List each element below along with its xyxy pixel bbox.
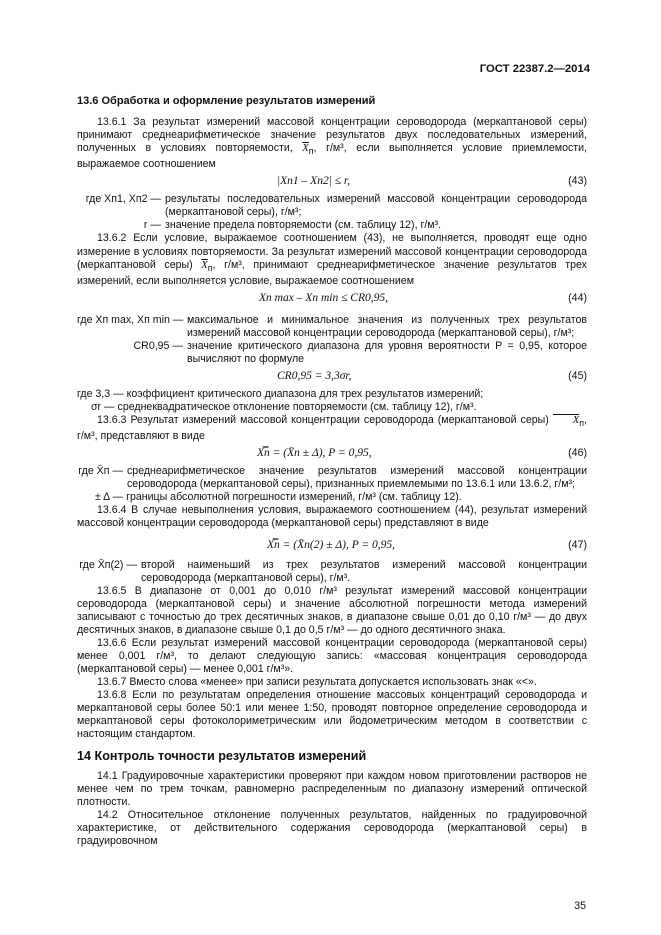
definition-46-2: ± Δ — границы абсолютной погрешности измерений, г/м³ (см. таблицу 12). bbox=[95, 491, 462, 504]
paragraph-13-6-7: 13.6.7 Вместо слова «менее» при записи результата допускается использовать знак «<». bbox=[97, 675, 537, 688]
paragraph-13-6-6: 13.6.6 Если результат измерений массовой концентрации сероводорода (меркаптановой серы) менее 0,001 г/м³, то делают следующую запись: «массовая концентрация сероводорода (меркаптановой серы) — менее 0,001 г/м³». bbox=[77, 636, 587, 675]
definition-44-1-term: где Xп max, Xп min — bbox=[77, 313, 184, 326]
definition-44-2-term: CR0,95 — bbox=[133, 339, 183, 352]
paragraph-13-6-2 bbox=[77, 232, 587, 287]
page-number: 35 bbox=[574, 900, 586, 912]
symbol-x-mean-sub: п bbox=[207, 262, 213, 273]
definition-47-text: второй наименьший из трех результатов измерений массовой концентрации сероводорода (меркаптановой серы), г/м³. bbox=[141, 558, 587, 584]
paragraph-13-6-4: 13.6.4 В случае невыполнения условия, выражаемого соотношением (44), результат измерений массовой концентрации сероводорода (меркаптановой серы) представляют в виде bbox=[77, 504, 587, 530]
definition-44-2 bbox=[77, 340, 587, 366]
paragraph-13-6-5: 13.6.5 В диапазоне от 0,001 до 0,010 г/м³ результат измерений массовой концентрации сероводорода (меркаптановой серы) и значение абсолютной погрешности метода измерений записывают с точностью до трех десятичных знаков, в диапазоне свыше 0,01 до 0,10 г/м³ — до двух десятичных знаков, в диапазоне свыше 0,1 до 0,5 г/м³ — до одного десятичного знака. bbox=[77, 584, 587, 636]
definition-44-2-text: значение критического диапазона для уровня вероятности P = 0,95, которое вычисляют по формуле bbox=[187, 339, 587, 365]
definition-43-1-term: где Xп1, Xп2 — bbox=[85, 193, 161, 206]
paragraph-13-6-3-text-a: 13.6.3 Результат измерений массовой концентрации сероводорода (меркаптановой серы) bbox=[97, 414, 549, 427]
formula-45: CR0,95 = 3,3σr, bbox=[277, 369, 352, 382]
definition-47 bbox=[77, 559, 587, 585]
equation-46 bbox=[77, 443, 587, 465]
formula-44: Xп max – Xп min ≤ CR0,95, bbox=[259, 291, 388, 304]
equation-44 bbox=[77, 288, 587, 314]
definition-47-term: где X̄п(2) — bbox=[79, 558, 137, 571]
formula-43: |Xп1 – Xп2| ≤ r, bbox=[277, 175, 351, 188]
formula-46: X̿п = (X̄п ± Δ), P = 0,95, bbox=[257, 447, 372, 460]
definition-43-2-text: значение предела повторяемости (см. таблицу 12), г/м³. bbox=[165, 219, 442, 232]
definition-46-1 bbox=[77, 465, 587, 491]
paragraph-13-6-8: 13.6.8 Если по результатам определения отношение массовых концентраций сероводорода и меркаптановой серы более 50:1 или менее 1:50, проводят повторное определение сероводорода и меркаптановой серы фотоколориметрическим или йодометрическим методом в соответствии с настоящим стандартом. bbox=[77, 688, 587, 741]
paragraph-14-2: 14.2 Относительное отклонение полученных результатов, найденных по градуировочной характеристике, от действительного содержания сероводорода (меркаптановой серы) в градуировочном bbox=[77, 809, 587, 848]
equation-47 bbox=[77, 531, 587, 559]
equation-43 bbox=[77, 171, 587, 193]
equation-number-45: (45) bbox=[568, 369, 587, 382]
symbol-x-mean: $\overline{X}$ bbox=[201, 259, 208, 271]
symbol-x-mean: $\overline{X}$ bbox=[302, 143, 309, 155]
definition-43-2 bbox=[77, 219, 587, 232]
equation-number-44: (44) bbox=[568, 291, 587, 304]
document-content bbox=[77, 95, 587, 848]
paragraph-13-6-1-text-b: , г/м³, если выполняется условие приемлемости, выражаемое соотношением bbox=[77, 142, 587, 171]
paragraph-13-6-3 bbox=[77, 414, 587, 443]
paragraph-13-6-2-text-a: 13.6.2 Если условие, выражаемое соотношением (43), не выполняется, проводят еще одно измерение в условиях повторяемости. За результат измерений массовой концентрации сероводорода (меркаптановой серы) bbox=[77, 232, 587, 271]
paragraph-13-6-1 bbox=[77, 116, 587, 171]
formula-47: X̿п = (X̄п(2) ± Δ), P = 0,95, bbox=[267, 538, 396, 551]
section-heading-14: 14 Контроль точности результатов измерений bbox=[77, 749, 367, 764]
equation-45 bbox=[77, 366, 587, 388]
paragraph-14-1: 14.1 Градуировочные характеристики проверяют при каждом новом приготовлении растворов не менее чем по трем точкам, равномерно распределенным по диапазону измерений оптической плотности. bbox=[77, 770, 587, 809]
standard-code-header: ГОСТ 22387.2—2014 bbox=[479, 63, 590, 75]
definition-46-1-term: где X̄п — bbox=[78, 465, 123, 478]
definition-44-1 bbox=[77, 314, 587, 340]
paragraph-13-6-2-text-b: , г/м³, принимают среднеарифметическое значение результатов трех измерений, если выполняется условие, выражаемое соотношением bbox=[77, 258, 587, 287]
symbol-x-mean-sub: п bbox=[308, 146, 314, 157]
section-heading-13-6: 13.6 Обработка и оформление результатов измерений bbox=[77, 95, 376, 107]
equation-number-46: (46) bbox=[568, 447, 587, 460]
definition-45-1: где 3,3 — коэффициент критического диапазона для трех результатов измерений; bbox=[77, 387, 484, 400]
symbol-x-double-mean-sub: п bbox=[579, 418, 585, 429]
symbol-x-double-mean: $\overline{X}$ bbox=[553, 414, 579, 426]
definition-43-1-text: результаты последовательных измерений массовой концентрации сероводорода (меркаптановой серы), г/м³; bbox=[165, 193, 587, 219]
definition-46-1-text: среднеарифметическое значение результатов измерений массовой концентрации сероводорода (меркаптановой серы), признанных приемлемыми по 13.6.1 или 13.6.2, г/м³; bbox=[127, 465, 587, 491]
definition-43-2-term: r — bbox=[143, 219, 161, 232]
definition-43-1 bbox=[77, 193, 587, 219]
definition-45-2: σr — среднеквадратическое отклонение повторяемости (см. таблицу 12), г/м³. bbox=[91, 401, 477, 414]
paragraph-13-6-1-text-a: 13.6.1 За результат измерений массовой концентрации сероводорода (меркаптановой серы) принимают среднеарифметическое значение результатов двух последовательных измерений, полученных в условиях повторяемости, bbox=[77, 116, 587, 155]
equation-number-47: (47) bbox=[568, 538, 587, 551]
paragraph-13-6-3-text-b: , г/м³, представляют в виде bbox=[77, 414, 587, 443]
equation-number-43: (43) bbox=[568, 175, 587, 188]
definition-44-1-text: максимальное и минимальное значения из полученных трех результатов измерений массовой концентрации сероводорода (меркаптановой серы), г/м³; bbox=[187, 313, 587, 339]
